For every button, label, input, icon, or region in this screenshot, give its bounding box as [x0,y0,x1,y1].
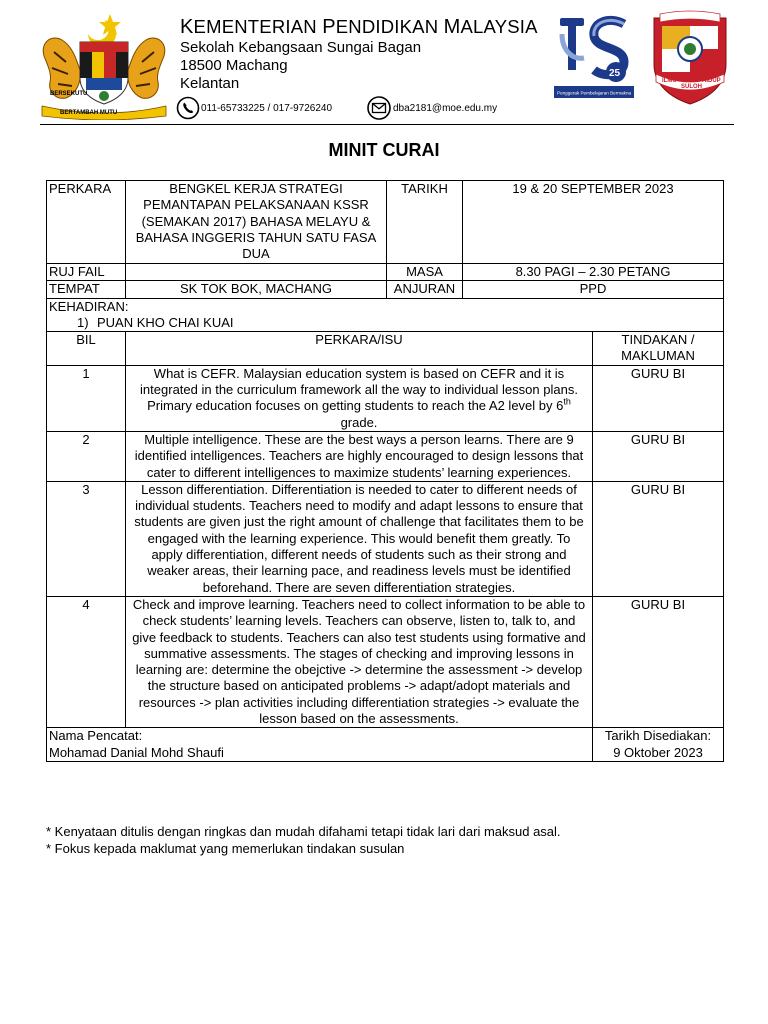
ministry-word-2: ENDIDIKAN [335,16,444,37]
row-action: GURU BI [593,596,724,727]
rujfail-label: RUJ FAIL [47,264,126,281]
email-contact [366,96,497,120]
table-row [47,596,724,727]
envelope-icon [366,96,392,120]
badge-motto-3: HIDUP [702,78,721,84]
ts-logo-caption: Penggerak Pembelajaran Bermakna [557,90,632,96]
anjuran-value: PPD [463,281,724,298]
rujfail-value [126,264,387,281]
phone-number: 011-65733225 / 017-9726240 [201,102,333,114]
state-name: Kelantan [180,75,240,92]
tempat-row [47,281,724,298]
prepared-date: 9 Oktober 2023 [613,744,703,760]
ministry-word-1: EMENTERIAN [193,16,323,37]
table-row [47,481,724,596]
row-issue [126,365,593,431]
perkara-value: BENGKEL KERJA STRATEGI PEMANTAPAN PELAKSANAAN KSSR (SEMAKAN 2017) BAHASA MELAYU & BAHASA INGGERIS TAHUN SATU FASA DUA [126,181,387,264]
column-header-row [47,332,724,366]
footnotes [46,824,561,857]
footnote-item: * Fokus kepada maklumat yang memerlukan tindakan susulan [46,840,405,856]
row-issue: Lesson differentiation. Differentiation is needed to cater to different needs of individual students. Teachers need to modify and adapt lessons to ensure that students are given just the right amount of challenge that facilitates them to be engaged with the learning experience. This would benefit them greatly. To apply differentiation, different needs of students such as their strong and weaker areas, their learning pace, and readiness levels must be identified beforehand. There are seven differentiation strategies. [126,481,593,596]
col-header-action-line2: MAKLUMAN [621,348,695,364]
attendance-label: KEHADIRAN: [47,298,724,315]
row-issue-superscript: th [563,397,571,408]
row-issue: Check and improve learning. Teachers need to collect information to be able to check students’ learning levels. Teachers can observe, listen to, talk to, and give feedback to students. Teachers can also test students using formative and summative assessments. The stages of checking and improving lessons in learning are: determine the obejctive -> determine the assessment -> develop the structure based on anticipated problems -> adapt/adopt materials and resources -> plan activities including differentiation strategies -> evaluate the lesson based on the assessments. [126,596,593,727]
masa-label: MASA [387,264,463,281]
anjuran-label: ANJURAN [387,281,463,298]
perkara-row [47,181,724,264]
attendance-name: PUAN KHO CHAI KUAI [97,314,234,330]
ts25-logo [554,14,634,100]
ts-logo-number: 25 [609,68,621,79]
attendance-item-row [47,315,724,332]
page-title: MINIT CURAI [328,140,440,160]
crest-motto-right: BERTAMBAH MUTU [60,110,118,116]
row-action: GURU BI [593,481,724,596]
table-row [47,365,724,431]
masa-value: 8.30 PAGI – 2.30 PETANG [463,264,724,281]
footnote-item: * Kenyataan ditulis dengan ringkas dan mudah difahami tetapi tidak lari dari maksud asal. [46,824,561,839]
table-row [47,431,724,481]
row-issue: Multiple intelligence. These are the best ways a person learns. There are 9 identified intelligences. Teachers are highly encouraged to design lessons that cater to different intelligences to maximize students’ learning experiences. [126,431,593,481]
prepared-cell [593,728,724,762]
recorder-label: Nama Pencatat: [49,728,143,744]
col-header-action [593,332,724,366]
postcode-town: 18500 Machang [180,57,288,74]
col-header-bil: BIL [47,332,126,366]
prepared-label: Tarikh Disediakan: [604,728,712,744]
perkara-label: PERKARA [47,181,126,264]
recorder-name: Mohamad Danial Mohd Shaufi [49,744,224,760]
recorder-cell [47,728,593,762]
badge-motto-1: ILMU [662,78,677,84]
email-address: dba2181@moe.edu.my [393,102,498,114]
header-divider [40,124,734,125]
row-bil: 3 [47,481,126,596]
ministry-name [180,16,538,39]
row-issue-text-end: grade. [340,414,378,430]
attendance-item [47,315,724,332]
school-badge-logo [650,10,730,106]
row-issue-text: What is CEFR. Malaysian education system is based on CEFR and it is integrated in the curriculum framework all the way to individual lesson plans. Primary education focuses on getting students to reach the A2 level by 6 [140,365,578,414]
tempat-label: TEMPAT [47,281,126,298]
rujfail-row [47,264,724,281]
badge-motto-2: SULOH [681,84,702,90]
tempat-value: SK TOK BOK, MACHANG [126,281,387,298]
tarikh-label: TARIKH [387,181,463,264]
tarikh-value: 19 & 20 SEPTEMBER 2023 [463,181,724,264]
col-header-issue: PERKARA/ISU [126,332,593,366]
attendance-heading-row [47,298,724,315]
ministry-initial-p: P [322,16,336,38]
school-name: Sekolah Kebangsaan Sungai Bagan [180,39,422,56]
row-action: GURU BI [593,365,724,431]
ministry-initial-k: K [180,16,194,38]
attendance-number: 1) [77,314,89,330]
ministry-word-3: ALAYSIA [460,16,538,37]
row-bil: 4 [47,596,126,727]
footer-row [47,728,724,762]
ministry-initial-m: M [443,16,461,38]
col-header-action-line1: TINDAKAN / [621,332,695,348]
phone-icon [176,96,200,120]
minutes-table [46,180,724,762]
coat-of-arms-logo [36,12,172,120]
row-action: GURU BI [593,431,724,481]
row-bil: 2 [47,431,126,481]
phone-contact [176,96,332,120]
row-bil: 1 [47,365,126,431]
crest-motto-left: BERSEKUTU [50,91,88,97]
